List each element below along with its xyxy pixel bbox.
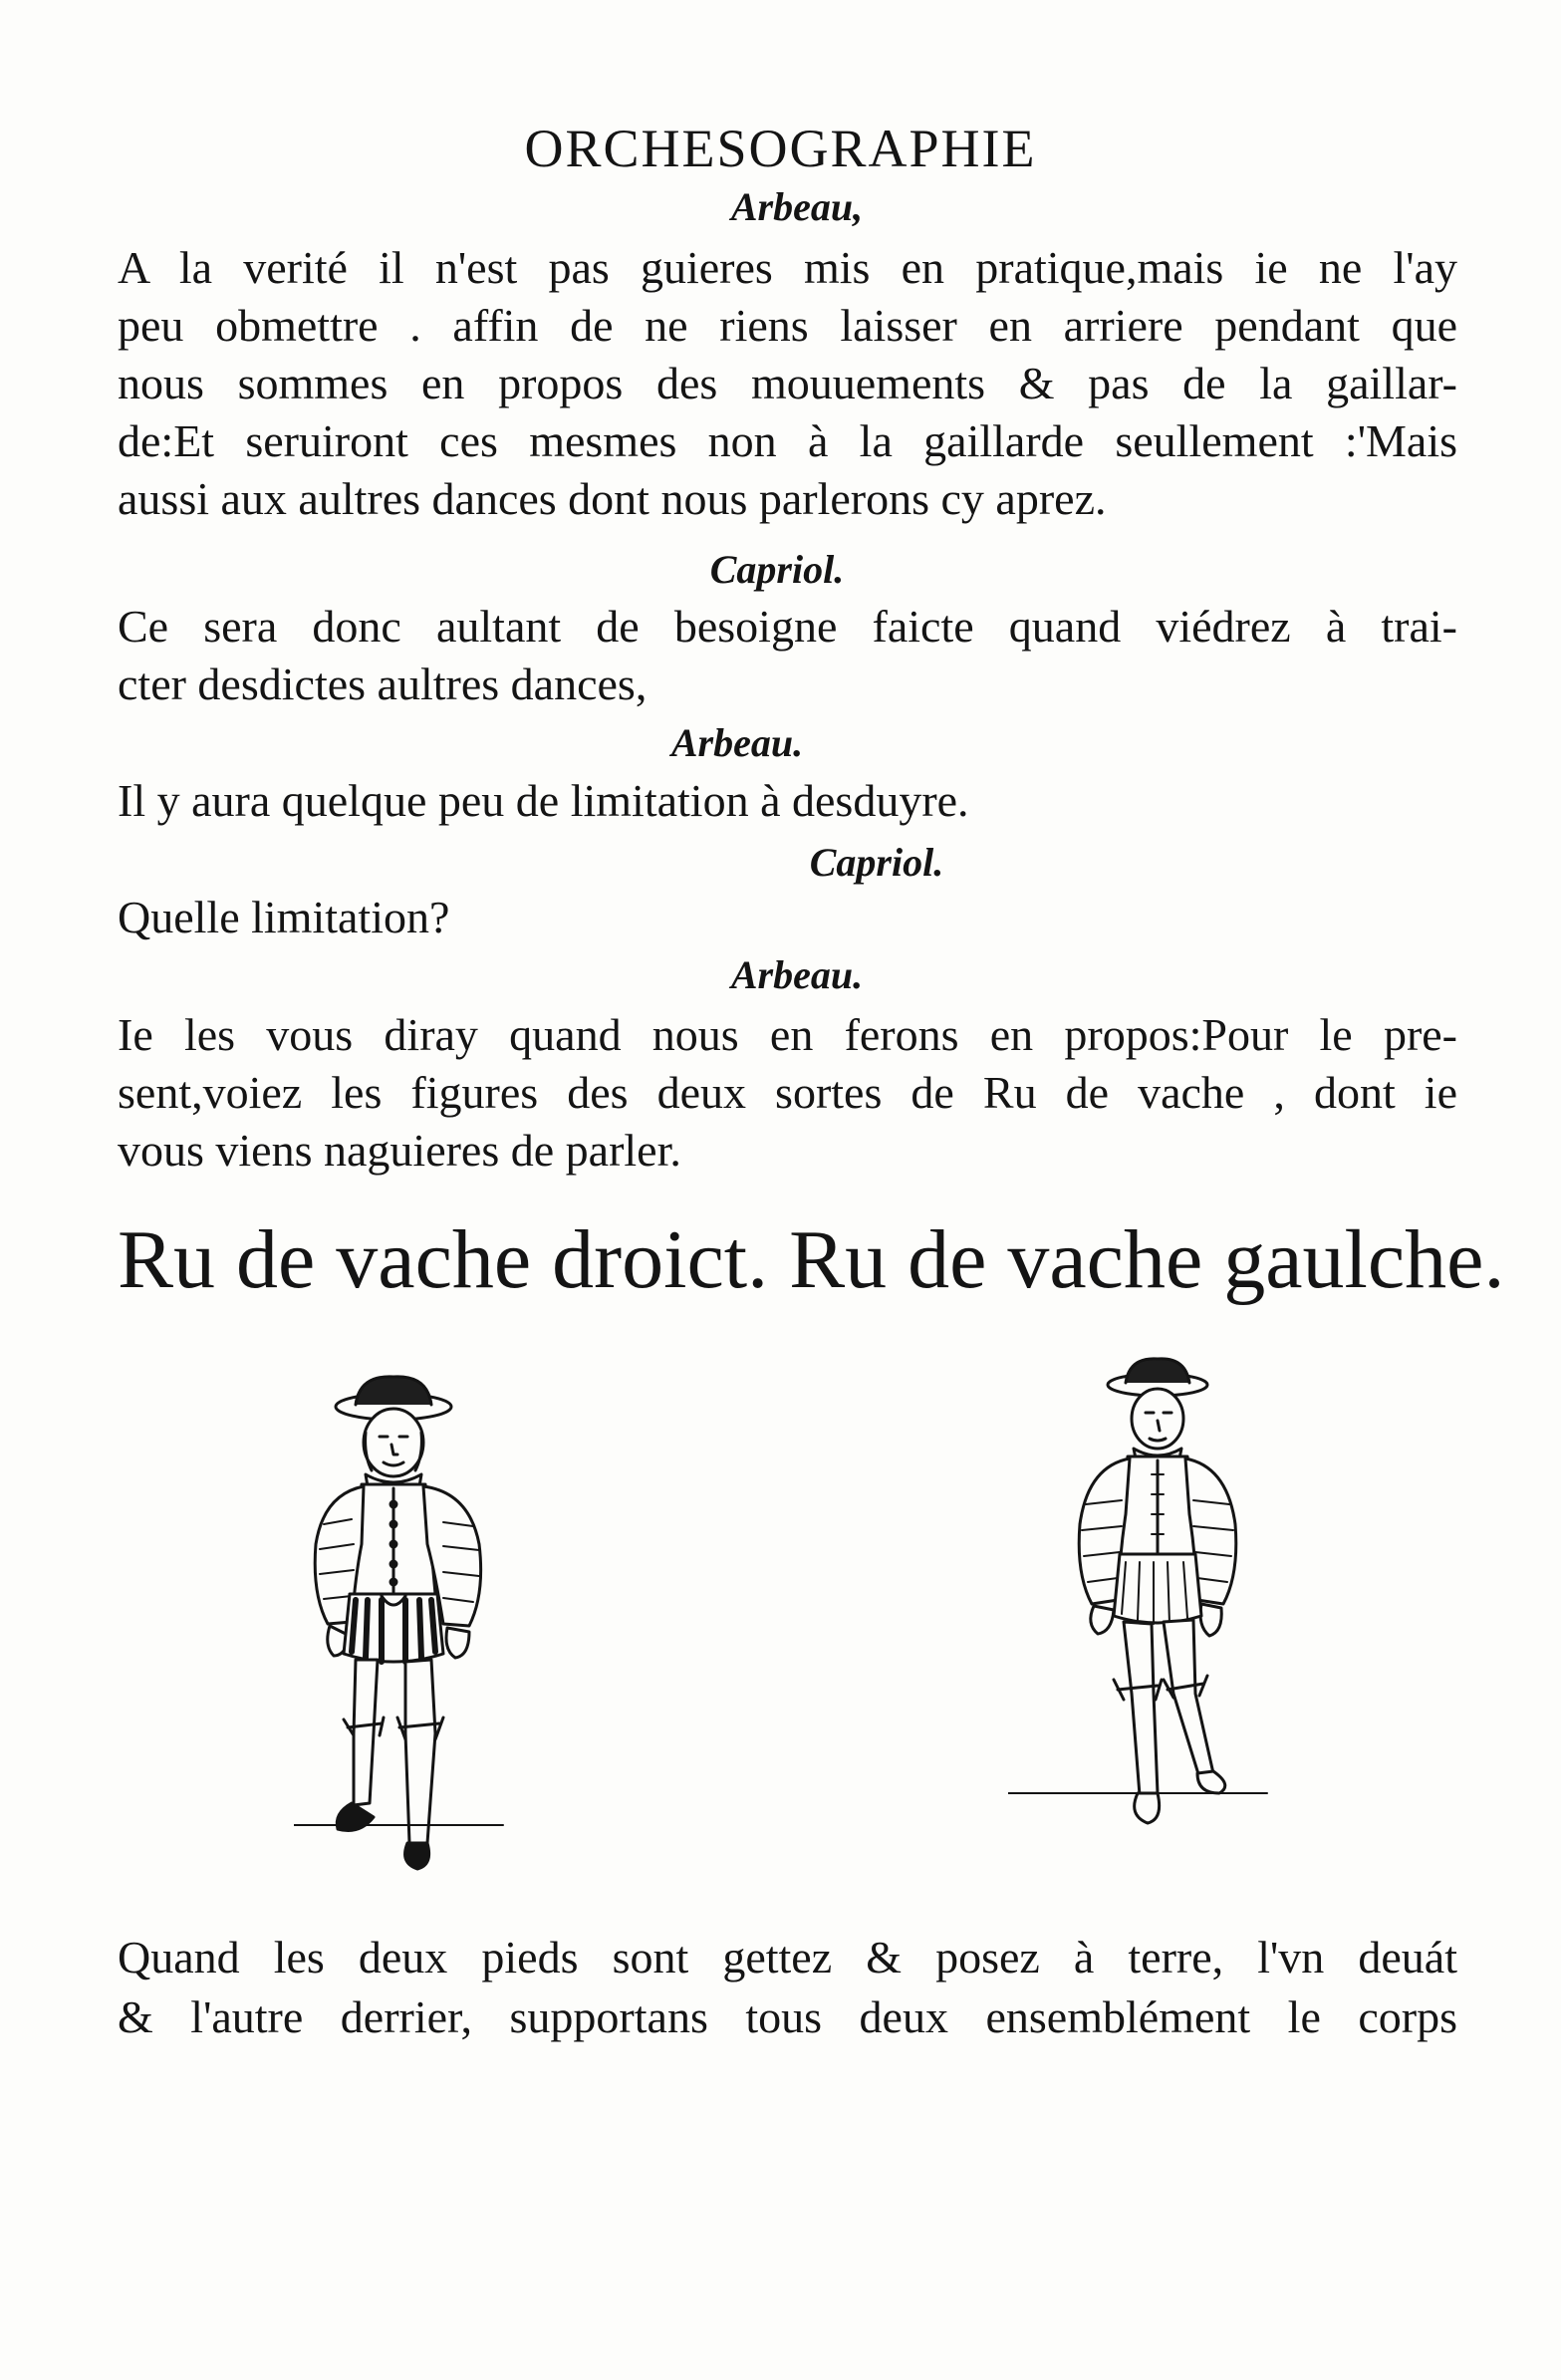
text-line: cter desdictes aultres dances,	[118, 659, 648, 709]
text-line: nous sommes en propos des mouuements & pas de la gaillar-	[118, 358, 1457, 408]
ru-de-vache-gaulche-figure	[1008, 1355, 1307, 1893]
dialogue-paragraph	[118, 772, 1457, 830]
figure-caption: Ru de vache droict. Ru de vache gaulche.	[118, 1213, 1505, 1306]
text-line: A la verité il n'est pas guieres mis en pratique,mais ie ne l'ay	[118, 242, 1457, 293]
speaker-label: Arbeau.	[730, 952, 864, 997]
text-line: sent,voiez les figures des deux sortes de Ru de vache , dont ie	[118, 1067, 1457, 1118]
speaker-label: Arbeau.	[670, 720, 804, 765]
speaker-label: Capriol.	[809, 840, 944, 885]
dialogue-paragraph	[118, 1006, 1457, 1180]
dialogue-paragraph	[118, 889, 1457, 946]
text-line: peu obmettre . affin de ne riens laisser en arriere pendant que	[118, 300, 1457, 351]
speaker-label: Arbeau,	[730, 184, 864, 229]
text-line: Quelle limitation?	[118, 892, 450, 942]
text-line: de:Et seruiront ces mesmes non à la gaillarde seullement :'Mais	[118, 415, 1457, 466]
dancer-woodcut-icon	[1008, 1355, 1307, 1893]
text-line: Ce sera donc aultant de besoigne faicte quand viédrez à trai-	[118, 601, 1457, 652]
text-line: aussi aux aultres dances dont nous parlerons cy aprez.	[118, 473, 1107, 524]
text-line: vous viens naguieres de parler.	[118, 1125, 681, 1176]
text-line: Quand les deux pieds sont gettez & posez à terre, l'vn deuát	[118, 1932, 1457, 1983]
dialogue-paragraph	[118, 598, 1457, 713]
text-line: Ie les vous diray quand nous en ferons en propos:Pour le pre-	[118, 1009, 1457, 1060]
speaker-label: Capriol.	[709, 547, 845, 592]
dancer-woodcut-icon	[294, 1375, 523, 1883]
dialogue-paragraph	[118, 239, 1457, 528]
closing-paragraph	[118, 1928, 1457, 2047]
text-line: Il y aura quelque peu de limitation à desduyre.	[118, 775, 969, 826]
running-head: ORCHESOGRAPHIE	[524, 119, 1037, 178]
text-line: & l'autre derrier, supportans tous deux ensemblément le corps	[118, 1991, 1457, 2042]
ru-de-vache-droict-figure	[294, 1375, 523, 1883]
